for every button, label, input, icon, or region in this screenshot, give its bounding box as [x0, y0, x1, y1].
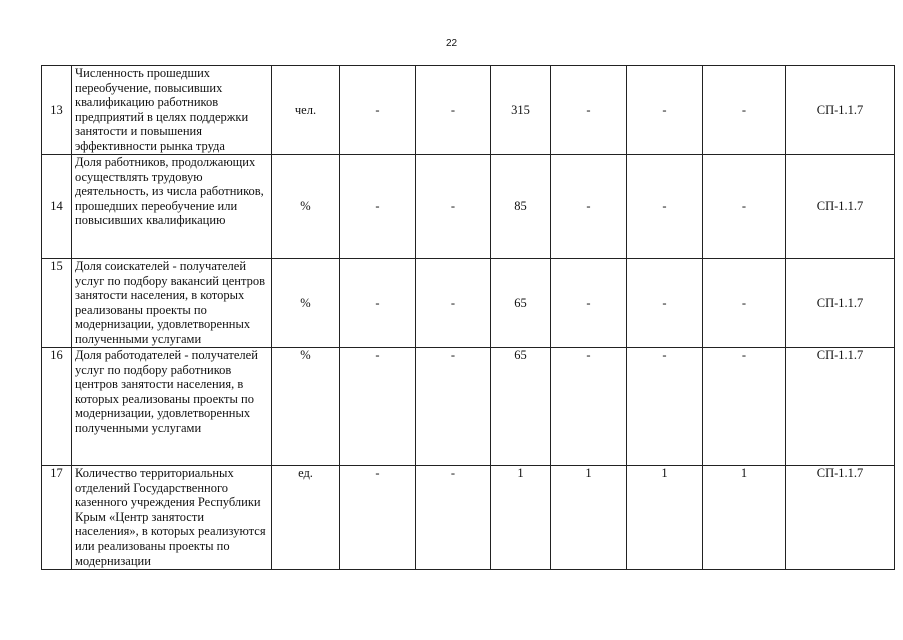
table-row — [42, 155, 895, 259]
value-cell: - — [551, 66, 627, 155]
indicator-name: Доля работников, продолжающих осуществлять трудовую деятельность, из числа работников, прошедших переобучение или повысивших квалификацию — [72, 155, 272, 259]
code-cell: СП-1.1.7 — [786, 259, 895, 348]
value-cell: - — [703, 66, 786, 155]
value-cell: 65 — [491, 259, 551, 348]
row-number: 14 — [42, 155, 72, 259]
value-cell: - — [551, 348, 627, 466]
value-cell: - — [627, 66, 703, 155]
value-cell: 1 — [627, 466, 703, 570]
value-cell: 1 — [703, 466, 786, 570]
unit-cell: ед. — [272, 466, 340, 570]
value-cell: - — [703, 259, 786, 348]
value-cell: 85 — [491, 155, 551, 259]
value-cell: 65 — [491, 348, 551, 466]
code-cell: СП-1.1.7 — [786, 155, 895, 259]
table-row — [42, 66, 895, 155]
value-cell: - — [340, 466, 416, 570]
value-cell: 1 — [491, 466, 551, 570]
row-number: 15 — [42, 259, 72, 348]
page-number: 22 — [445, 38, 458, 49]
value-cell: - — [703, 155, 786, 259]
row-number: 16 — [42, 348, 72, 466]
code-cell: СП-1.1.7 — [786, 348, 895, 466]
value-cell: - — [340, 155, 416, 259]
table-row — [42, 259, 895, 348]
value-cell: - — [416, 259, 491, 348]
code-cell: СП-1.1.7 — [786, 66, 895, 155]
table-row — [42, 466, 895, 570]
value-cell: - — [703, 348, 786, 466]
value-cell: - — [416, 155, 491, 259]
value-cell: - — [627, 155, 703, 259]
row-number: 13 — [42, 66, 72, 155]
value-cell: - — [340, 66, 416, 155]
value-cell: - — [416, 348, 491, 466]
indicator-name: Доля работодателей - получателей услуг по подбору работников центров занятости населения, в которых реализованы проекты по модернизации, удовлетворенных полученными услугами — [72, 348, 272, 466]
indicator-name: Количество территориальных отделений Государственного казенного учреждения Республики Крым «Центр занятости населения», в которых реализуются или реализованы проекты по модернизации — [72, 466, 272, 570]
value-cell: - — [627, 348, 703, 466]
code-cell: СП-1.1.7 — [786, 466, 895, 570]
value-cell: - — [340, 259, 416, 348]
row-number: 17 — [42, 466, 72, 570]
value-cell: 315 — [491, 66, 551, 155]
table-row — [42, 348, 895, 466]
indicator-name: Доля соискателей - получателей услуг по подбору вакансий центров занятости населения, в которых реализованы проекты по модернизации, удовлетворенных полученными услугами — [72, 259, 272, 348]
unit-cell: % — [272, 348, 340, 466]
value-cell: - — [416, 466, 491, 570]
value-cell: - — [627, 259, 703, 348]
indicator-name: Численность прошедших переобучение, повысивших квалификацию работников предприятий в целях поддержки занятости и повышения эффективности рынка труда — [72, 66, 272, 155]
value-cell: - — [551, 155, 627, 259]
value-cell: - — [416, 66, 491, 155]
value-cell: 1 — [551, 466, 627, 570]
value-cell: - — [340, 348, 416, 466]
unit-cell: % — [272, 155, 340, 259]
unit-cell: % — [272, 259, 340, 348]
unit-cell: чел. — [272, 66, 340, 155]
indicators-table — [41, 65, 895, 570]
value-cell: - — [551, 259, 627, 348]
